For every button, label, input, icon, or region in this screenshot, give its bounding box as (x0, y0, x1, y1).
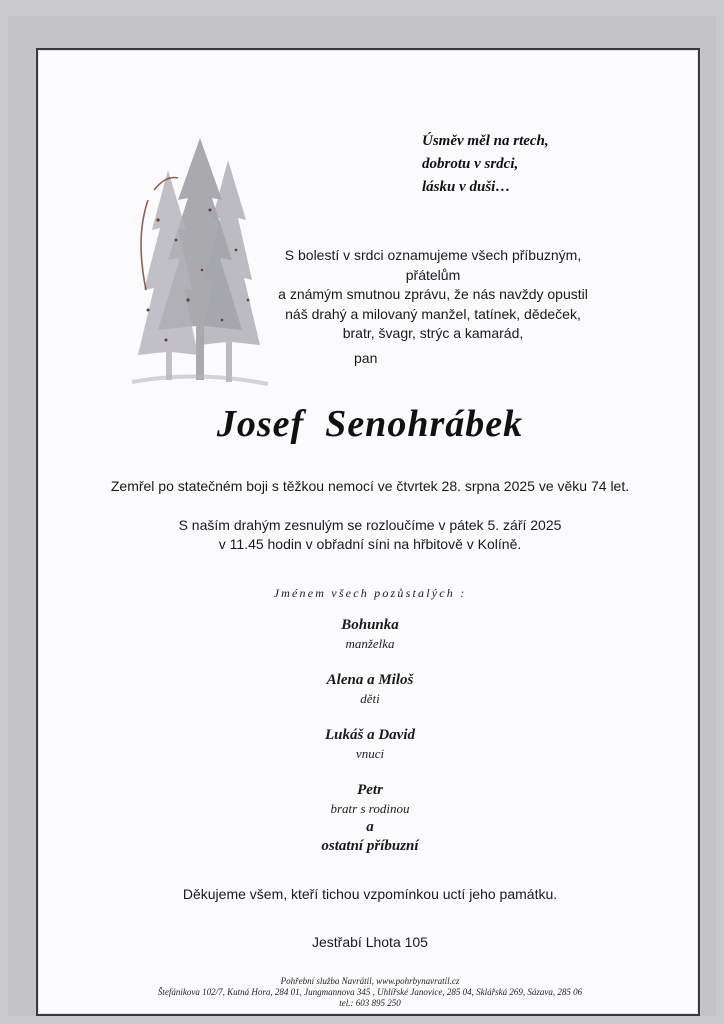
announcement-line-1: S bolestí v srdci oznamujeme všech příbuzným, přátelům (284, 247, 582, 283)
title-word: pan (354, 350, 378, 366)
closing-conjunction: a (366, 819, 374, 835)
announcement-line-2: a známým smutnou zprávu, že nás navždy opustil (278, 286, 588, 302)
pine-trees-illustration (118, 130, 278, 390)
mourner-name: Bohunka (341, 617, 399, 633)
death-notice: Zemřel po statečném boji s těžkou nemocí ve čtvrtek 28. srpna 2025 ve věku 74 let. (110, 478, 630, 494)
motto (422, 130, 549, 199)
motto-line-1: Úsměv měl na rtech, (422, 133, 549, 149)
farewell-info (38, 516, 702, 554)
obituary-notice (36, 48, 700, 1016)
scanned-sheet (8, 16, 716, 1016)
mourner-name: Lukáš a David (325, 727, 415, 743)
footer-line-3: tel.: 603 895 250 (339, 998, 401, 1008)
announcement (268, 246, 598, 344)
mourner-name: Petr (357, 782, 383, 798)
announcement-line-3: náš drahý a milovaný manžel, tatínek, dědeček, (285, 305, 581, 322)
announcement-line-4: bratr, švagr, strýc a kamarád, (342, 325, 524, 341)
deceased-name: Josef Senohrábek (216, 403, 524, 445)
mourners-heading: Jménem všech pozůstalých : (273, 586, 467, 600)
footer-line-2: Štefánikova 102/7, Kutná Hora, 284 01, Jungmannova 345 , Uhlířské Janovice, 285 04, Sklářská 269, Sázava, 285 06 (157, 987, 583, 997)
farewell-line-1: S naším drahým zesnulým se rozloučíme v pátek 5. září 2025 (178, 517, 562, 533)
funeral-service-footer (38, 976, 702, 1009)
mourners-list (38, 616, 702, 856)
thanks-note: Děkujeme všem, kteří tichou vzpomínkou uctí jeho památku. (182, 886, 558, 902)
other-relatives: ostatní příbuzní (321, 838, 419, 854)
farewell-line-2: v 11.45 hodin v obřadní síni na hřbitově v Kolíně. (218, 536, 522, 552)
mourner-name: Alena a Miloš (326, 672, 414, 688)
mourner-role: vnuci (355, 746, 385, 761)
footer-line-1: Pohřební služba Navrátil, www.pohrbynavratil.cz (280, 976, 460, 986)
address: Jestřabí Lhota 105 (312, 934, 428, 950)
mourner-role: bratr s rodinou (330, 801, 410, 816)
motto-line-3: lásku v duši… (422, 179, 511, 195)
mourner-role: děti (360, 691, 380, 706)
motto-line-2: dobrotu v srdci, (422, 156, 519, 172)
mourner-role: manželka (345, 636, 395, 651)
